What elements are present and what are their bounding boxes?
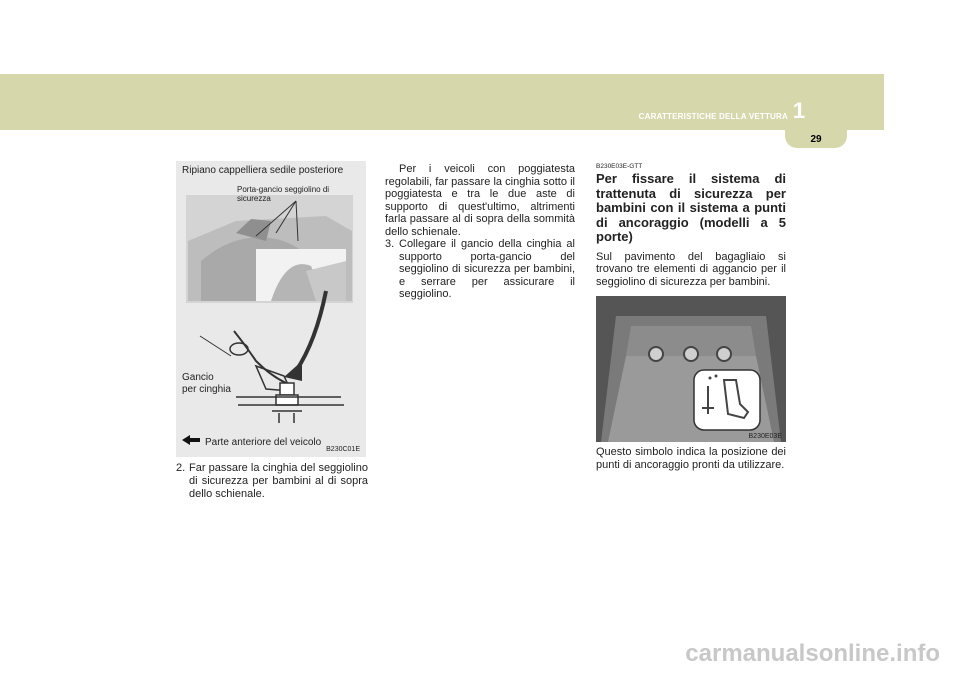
photo-code: B230E03E <box>748 433 782 440</box>
headrest-paragraph: Per i veicoli con poggiatesta regolabili, far passare la cinghia sotto il poggiatesta e tra le due aste di supporto di quest'ultimo, altrimenti farla passare al di sopra della sommità dello schienale. <box>385 163 575 238</box>
figure-label-bracket: Porta-gancio seggiolino di sicurezza <box>237 185 330 203</box>
tether-illustration <box>176 161 366 457</box>
page-number: 29 <box>810 134 822 145</box>
trunk-illustration <box>596 296 786 442</box>
chapter-title: CARATTERISTICHE DELLA VETTURA <box>638 112 788 121</box>
tether-figure <box>176 161 366 457</box>
figure-label-shelf: Ripiano cappelliera sedile posteriore <box>182 165 344 176</box>
figure-label-front: Parte anteriore del veicolo <box>205 437 322 448</box>
figure-code: B230C01E <box>326 446 360 453</box>
figure-label-hook <box>182 372 231 396</box>
chapter-number: 1 <box>792 98 806 123</box>
hook-label-line1: Gancio <box>182 372 214 383</box>
section-title: Per fissare il sistema di trattenuta di sicurezza per bambini con il sistema a punti di ancoraggio (modelli a 5 porte) <box>596 171 786 244</box>
section-code: B230E03E-GTT <box>596 163 643 170</box>
step-2 <box>176 462 368 501</box>
photo-caption: Questo simbolo indica la posizione dei punti di ancoraggio pronti da utilizzare. <box>596 446 786 471</box>
step-3 <box>385 238 575 301</box>
step-3-text: Collegare il gancio della cinghia al supporto porta-gancio del seggiolino di sicurezza per bambini, e serrare per assicurare il seggiolino. <box>399 238 575 300</box>
header-band <box>0 74 884 130</box>
column-2 <box>385 163 575 301</box>
watermark: carmanualsonline.info <box>685 640 940 667</box>
step-3-number: 3. <box>385 238 395 250</box>
step-2-number: 2. <box>176 462 186 474</box>
trunk-photo <box>596 296 786 442</box>
section-body: Sul pavimento del bagagliaio si trovano tre elementi di aggancio per il seggiolino di sicurezza per bambini. <box>596 250 786 288</box>
hook-label-line2: per cinghia <box>182 384 231 395</box>
step-2-text: Far passare la cinghia del seggiolino di sicurezza per bambini al di sopra dello schienale. <box>189 462 368 500</box>
column-3 <box>596 163 786 471</box>
